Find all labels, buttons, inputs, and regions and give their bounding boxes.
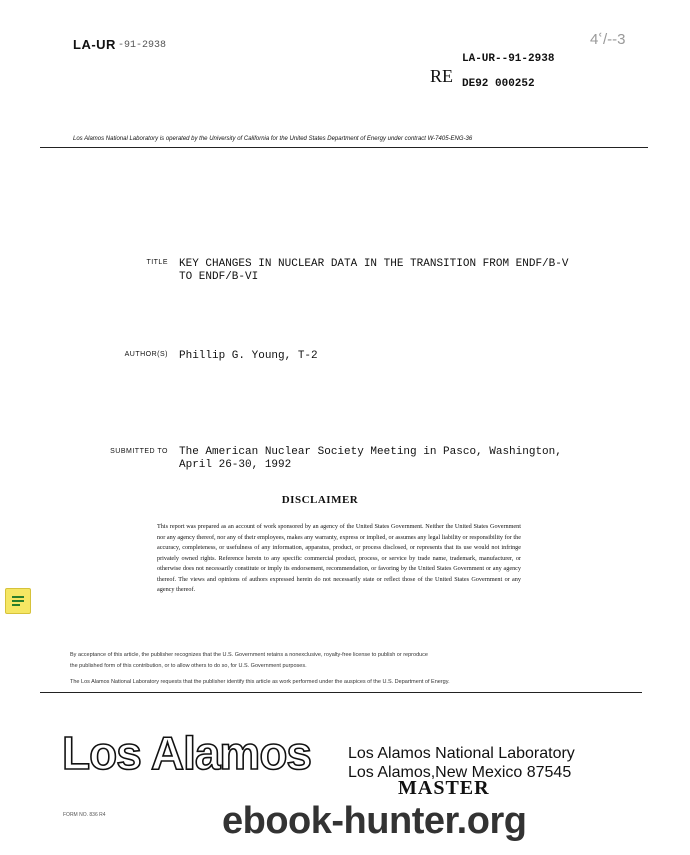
author-label: AUTHOR(S) xyxy=(124,351,168,358)
los-alamos-logo: Los Alamos xyxy=(62,727,312,779)
lab-address: Los Alamos,New Mexico 87545 xyxy=(348,764,572,781)
submitted-line: April 26-30, 1992 xyxy=(179,459,292,471)
disclaimer-heading: DISCLAIMER xyxy=(281,494,359,506)
report-number: LA-UR--91-2938 xyxy=(462,53,555,65)
top-divider xyxy=(40,147,648,148)
title-line: TO ENDF/B-VI xyxy=(179,271,259,283)
note-icon-line xyxy=(12,596,24,598)
bottom-divider xyxy=(40,692,642,693)
note-icon-line xyxy=(12,600,24,602)
lab-name: Los Alamos National Laboratory xyxy=(348,745,575,762)
submitted-line: The American Nuclear Society Meeting in Pasco, Washington, xyxy=(179,446,562,458)
note-icon-line xyxy=(12,604,20,606)
master-stamp: MASTER xyxy=(398,777,490,799)
report-code: LA-UR xyxy=(73,37,116,52)
watermark: ebook-hunter.org xyxy=(222,800,527,842)
author-value: Phillip G. Young, T-2 xyxy=(179,350,318,362)
title-line: KEY CHANGES IN NUCLEAR DATA IN THE TRANSITION FROM ENDF/B-V xyxy=(179,258,569,270)
title-label: TITLE xyxy=(146,259,168,266)
received-stamp: RE xyxy=(430,66,454,86)
disclaimer-body: This report was prepared as an account of work sponsored by an agency of the United States Government. Neither the United States Government nor any agency thereof, nor any of their employees, makes any warranty, express or implied, or assumes any legal liability or responsibility for the accuracy, completeness, or usefulness of any information, apparatus, product, or process disclosed, or represents that its use would not infringe privately owned rights. Reference herein to any specific commercial product, process, or service by trade name, trademark, manufacturer, or otherwise does not necessarily constitute or imply its endorsement, recommendation, or favoring by the United States Government or any agency thereof. The views and opinions of authors expressed herein do not necessarily state or reflect those of the United States Government or any agency thereof. xyxy=(157,523,521,593)
publisher-notice: The Los Alamos National Laboratory requests that the publisher identify this article as work performed under the auspices of the U.S. Department of Energy. xyxy=(70,679,450,685)
contract-statement: Los Alamos National Laboratory is operated by the University of California for the United States Department of Energy under contract W-7405-ENG-36 xyxy=(73,136,473,142)
publisher-notice: By acceptance of this article, the publisher recognizes that the U.S. Government retains a nonexclusive, royalty-free license to publish or reproduce xyxy=(70,652,428,658)
submitted-to-value xyxy=(179,446,579,472)
title-value xyxy=(179,258,599,284)
form-number: FORM NO. 836 R4 xyxy=(63,812,106,818)
document-id: DE92 000252 xyxy=(462,78,535,90)
submitted-to-label: SUBMITTED TO xyxy=(110,448,168,455)
corner-handwriting: 4ՙ/--3 xyxy=(590,31,626,48)
note-icon[interactable] xyxy=(5,588,31,614)
handwritten-report-number: -91-2938 xyxy=(118,40,167,51)
publisher-notice: the published form of this contribution, or to allow others to do so, for U.S. Government purposes. xyxy=(70,663,307,669)
